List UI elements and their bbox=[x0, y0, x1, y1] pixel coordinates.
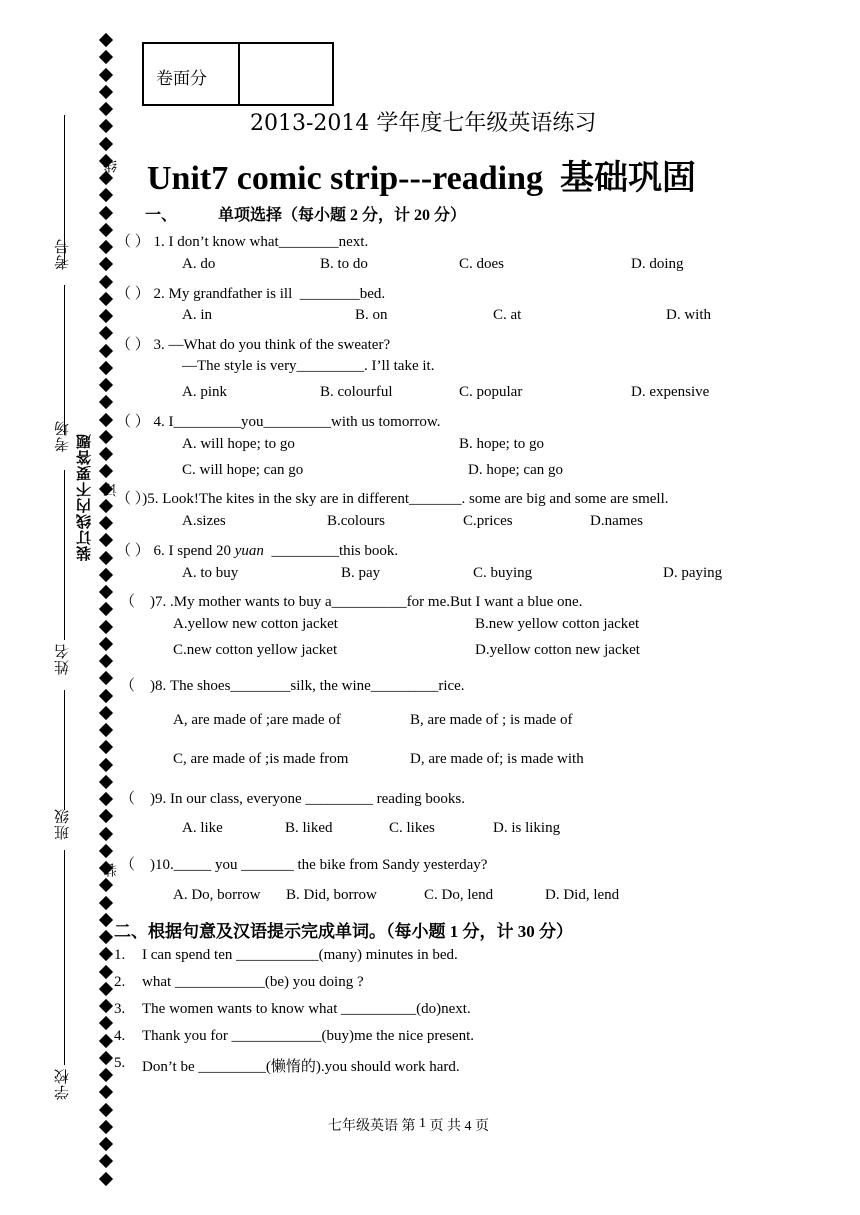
item-number: 1. bbox=[114, 947, 126, 963]
option-a: A. pink bbox=[182, 384, 227, 400]
binding-diamond bbox=[99, 706, 113, 720]
item-number: 2. bbox=[114, 974, 126, 990]
binding-diamond bbox=[99, 568, 113, 582]
option-b: B.colours bbox=[327, 513, 385, 529]
binding-diamond bbox=[99, 809, 113, 823]
binding-diamond bbox=[99, 930, 113, 944]
binding-zhuang-char: 装 bbox=[104, 862, 119, 877]
option-b: B.new yellow cotton jacket bbox=[475, 616, 640, 632]
binding-diamond bbox=[99, 361, 113, 375]
score-box-label: 卷面分 bbox=[156, 69, 207, 88]
question-stem: 2. My grandfather is ill ________bed. bbox=[153, 286, 386, 302]
binding-diamond bbox=[99, 430, 113, 444]
fill-item-5 bbox=[114, 1055, 125, 1072]
answer-paren[interactable]: （ bbox=[120, 594, 136, 610]
binding-diamond bbox=[99, 947, 113, 961]
binding-diamond bbox=[99, 619, 113, 633]
binding-diamond bbox=[99, 1033, 113, 1047]
option-c: C.new cotton yellow jacket bbox=[173, 642, 338, 658]
option-a: A. in bbox=[182, 307, 212, 323]
binding-diamond bbox=[99, 50, 113, 64]
option-d: D. expensive bbox=[631, 384, 710, 400]
option-d: D, are made of; is made with bbox=[410, 751, 584, 767]
question-stem: )5. Look!The kites in the sky are in different_______. some are big and some are smell. bbox=[142, 491, 669, 507]
fill-item-4-text: Thank you for ____________(buy)me the nice present. bbox=[142, 1028, 474, 1044]
answer-paren[interactable]: （ ） bbox=[116, 234, 150, 250]
section1-title: 单项选择（每小题 2 分，计 20 分） bbox=[218, 207, 467, 224]
binding-line bbox=[64, 850, 65, 1065]
binding-diamond bbox=[99, 326, 113, 340]
question-stem: )7. .My mother wants to buy a__________for me.But I want a blue one. bbox=[150, 594, 583, 610]
option-b: B. colourful bbox=[320, 384, 393, 400]
binding-diamond bbox=[99, 395, 113, 409]
fill-item-5-text: Don’t be _________(懒惰的).you should work hard. bbox=[142, 1059, 460, 1075]
answer-paren[interactable]: （ bbox=[120, 791, 136, 807]
binding-diamond bbox=[99, 1085, 113, 1099]
option-c: C, are made of ;is made from bbox=[173, 751, 349, 767]
option-c: C. will hope; can go bbox=[182, 462, 304, 478]
fill-item-2 bbox=[114, 974, 125, 991]
binding-diamond bbox=[99, 464, 113, 478]
item-number: 4. bbox=[114, 1028, 126, 1044]
binding-diamond bbox=[99, 274, 113, 288]
option-c: C. likes bbox=[389, 820, 435, 836]
question-10 bbox=[120, 853, 487, 874]
binding-diamond bbox=[99, 1016, 113, 1030]
answer-paren[interactable]: （ ） bbox=[116, 286, 150, 302]
binding-diamond bbox=[99, 1051, 113, 1065]
binding-diamond bbox=[99, 412, 113, 426]
binding-diamond bbox=[99, 102, 113, 116]
answer-paren[interactable]: （ ） bbox=[116, 337, 150, 353]
exam-room-label: 考场 bbox=[55, 420, 71, 452]
score-box bbox=[142, 42, 334, 106]
binding-diamond bbox=[99, 602, 113, 616]
option-b: B, are made of ; is made of bbox=[410, 712, 573, 728]
option-b: B. pay bbox=[341, 565, 381, 581]
option-c: C. does bbox=[459, 256, 504, 272]
binding-line bbox=[64, 285, 65, 435]
question-stem: )10._____ you _______ the bike from Sandy yesterday? bbox=[150, 857, 488, 873]
footer-right: 页 共 4 页 bbox=[429, 1119, 489, 1134]
exam-no-label: 考号 bbox=[55, 238, 71, 270]
answer-paren[interactable]: （ ） bbox=[116, 491, 143, 507]
option-d: D. with bbox=[666, 307, 711, 323]
binding-diamond bbox=[99, 671, 113, 685]
binding-diamond bbox=[99, 688, 113, 702]
binding-diamond bbox=[99, 309, 113, 323]
binding-diamond bbox=[99, 723, 113, 737]
binding-diamond bbox=[99, 550, 113, 564]
option-c: C. popular bbox=[459, 384, 523, 400]
binding-diamond bbox=[99, 533, 113, 547]
question-stem: 3. —What do you think of the sweater? bbox=[153, 337, 391, 353]
binding-diamond bbox=[99, 1171, 113, 1185]
binding-diamond bbox=[99, 637, 113, 651]
option-c: C. buying bbox=[473, 565, 533, 581]
question-1 bbox=[116, 230, 368, 251]
binding-diamond bbox=[99, 499, 113, 513]
option-b: B. to do bbox=[320, 256, 368, 272]
binding-diamond bbox=[99, 188, 113, 202]
fill-item-1 bbox=[114, 947, 125, 964]
binding-diamond bbox=[99, 740, 113, 754]
binding-diamond bbox=[99, 757, 113, 771]
binding-diamond bbox=[99, 775, 113, 789]
page-footer bbox=[328, 1115, 489, 1135]
page-title: 2013-2014 学年度七年级英语练习 bbox=[250, 111, 597, 136]
question-stem: 4. I_________you_________with us tomorrow. bbox=[153, 414, 441, 430]
binding-diamond bbox=[99, 654, 113, 668]
option-d: D. doing bbox=[631, 256, 684, 272]
binding-diamond bbox=[99, 67, 113, 81]
binding-diamond bbox=[99, 826, 113, 840]
binding-line bbox=[64, 470, 65, 640]
binding-diamond bbox=[99, 878, 113, 892]
binding-diamond bbox=[99, 1137, 113, 1151]
binding-diamond bbox=[99, 895, 113, 909]
option-a: A.yellow new cotton jacket bbox=[173, 616, 338, 632]
question-stem: )9. In our class, everyone _________ reading books. bbox=[150, 791, 465, 807]
option-a: A. Do, borrow bbox=[173, 887, 261, 903]
question-3 bbox=[116, 333, 390, 354]
binding-diamond bbox=[99, 1154, 113, 1168]
item-number: 5. bbox=[114, 1055, 126, 1071]
option-d: D. is liking bbox=[493, 820, 561, 836]
option-a: A. like bbox=[182, 820, 223, 836]
question-6 bbox=[116, 539, 398, 560]
binding-diamond bbox=[99, 1120, 113, 1134]
option-c: C. Do, lend bbox=[424, 887, 494, 903]
option-a: A. will hope; to go bbox=[182, 436, 295, 452]
option-c: C.prices bbox=[463, 513, 513, 529]
fill-item-3-text: The women wants to know what __________(do)next. bbox=[142, 1001, 471, 1017]
option-a: A.sizes bbox=[182, 513, 226, 529]
binding-diamond bbox=[99, 343, 113, 357]
binding-diamond bbox=[99, 913, 113, 927]
option-d: D. hope; can go bbox=[468, 462, 563, 478]
binding-line-char: 线 bbox=[104, 158, 119, 173]
question-9 bbox=[120, 787, 465, 808]
option-d: D.names bbox=[590, 513, 643, 529]
binding-diamond bbox=[99, 292, 113, 306]
binding-diamond bbox=[99, 378, 113, 392]
binding-diamond bbox=[99, 585, 113, 599]
question-2 bbox=[116, 282, 385, 303]
name-label: 姓名 bbox=[55, 643, 71, 675]
question-7 bbox=[120, 590, 582, 611]
binding-diamond bbox=[99, 33, 113, 47]
answer-paren[interactable]: （ ） bbox=[116, 543, 150, 559]
option-b: B. Did, borrow bbox=[286, 887, 377, 903]
binding-diamond bbox=[99, 999, 113, 1013]
item-number: 3. bbox=[114, 1001, 126, 1017]
binding-diamond bbox=[99, 257, 113, 271]
answer-paren[interactable]: （ bbox=[120, 857, 136, 873]
binding-diamond bbox=[99, 205, 113, 219]
binding-diamond bbox=[99, 171, 113, 185]
binding-diamond bbox=[99, 1102, 113, 1116]
binding-line bbox=[64, 690, 65, 810]
question-4 bbox=[116, 410, 440, 431]
binding-diamond bbox=[99, 240, 113, 254]
option-b: B. on bbox=[355, 307, 388, 323]
binding-diamond bbox=[99, 447, 113, 461]
option-c: C. at bbox=[493, 307, 522, 323]
question-stem: 1. I don’t know what________next. bbox=[153, 234, 369, 250]
option-d: D.yellow cotton new jacket bbox=[475, 642, 640, 658]
binding-diamond bbox=[99, 1068, 113, 1082]
answer-paren[interactable]: （ bbox=[120, 678, 136, 694]
fill-item-1-text: I can spend ten ___________(many) minutes in bed. bbox=[142, 947, 458, 963]
answer-paren[interactable]: （ ） bbox=[116, 414, 150, 430]
footer-page-number: 1 bbox=[419, 1116, 426, 1131]
question-3-line2: —The style is very_________. I’ll take it. bbox=[182, 358, 435, 374]
question-8 bbox=[120, 674, 465, 695]
binding-diamond bbox=[99, 792, 113, 806]
school-label: 学校 bbox=[55, 1068, 71, 1100]
fill-item-4 bbox=[114, 1028, 125, 1045]
section2-title: 二、根据句意及汉语提示完成单词。（每小题 1 分，计 30 分） bbox=[114, 922, 573, 941]
binding-diamond bbox=[99, 964, 113, 978]
option-a: A, are made of ;are made of bbox=[173, 712, 341, 728]
binding-diamond bbox=[99, 85, 113, 99]
footer-left: 七年级英语 第 bbox=[328, 1119, 416, 1134]
no-answer-notice: 装订线内不要答题 bbox=[77, 433, 93, 561]
option-a: A. do bbox=[182, 256, 216, 272]
option-a: A. to buy bbox=[182, 565, 239, 581]
option-b: B. liked bbox=[285, 820, 333, 836]
binding-diamond bbox=[99, 119, 113, 133]
option-d: D. paying bbox=[663, 565, 723, 581]
score-box-divider bbox=[238, 44, 240, 104]
question-stem: 6. I spend 20 yuan _________this book. bbox=[153, 543, 399, 559]
question-5 bbox=[116, 487, 669, 508]
binding-diamond bbox=[99, 982, 113, 996]
fill-item-2-text: what ____________(be) you doing ? bbox=[142, 974, 364, 990]
fill-item-3 bbox=[114, 1001, 125, 1018]
question-stem: )8. The shoes________silk, the wine_________rice. bbox=[150, 678, 465, 694]
binding-diamond bbox=[99, 223, 113, 237]
binding-diamond bbox=[99, 136, 113, 150]
page-subtitle: Unit7 comic strip---reading 基础巩固 bbox=[147, 160, 696, 197]
binding-diamond bbox=[99, 844, 113, 858]
option-d: D. Did, lend bbox=[545, 887, 620, 903]
binding-ding-char: 订 bbox=[104, 482, 119, 497]
class-label: 班级 bbox=[55, 808, 71, 840]
binding-diamond bbox=[99, 516, 113, 530]
section1-number: 一、 bbox=[145, 207, 178, 224]
option-b: B. hope; to go bbox=[459, 436, 544, 452]
